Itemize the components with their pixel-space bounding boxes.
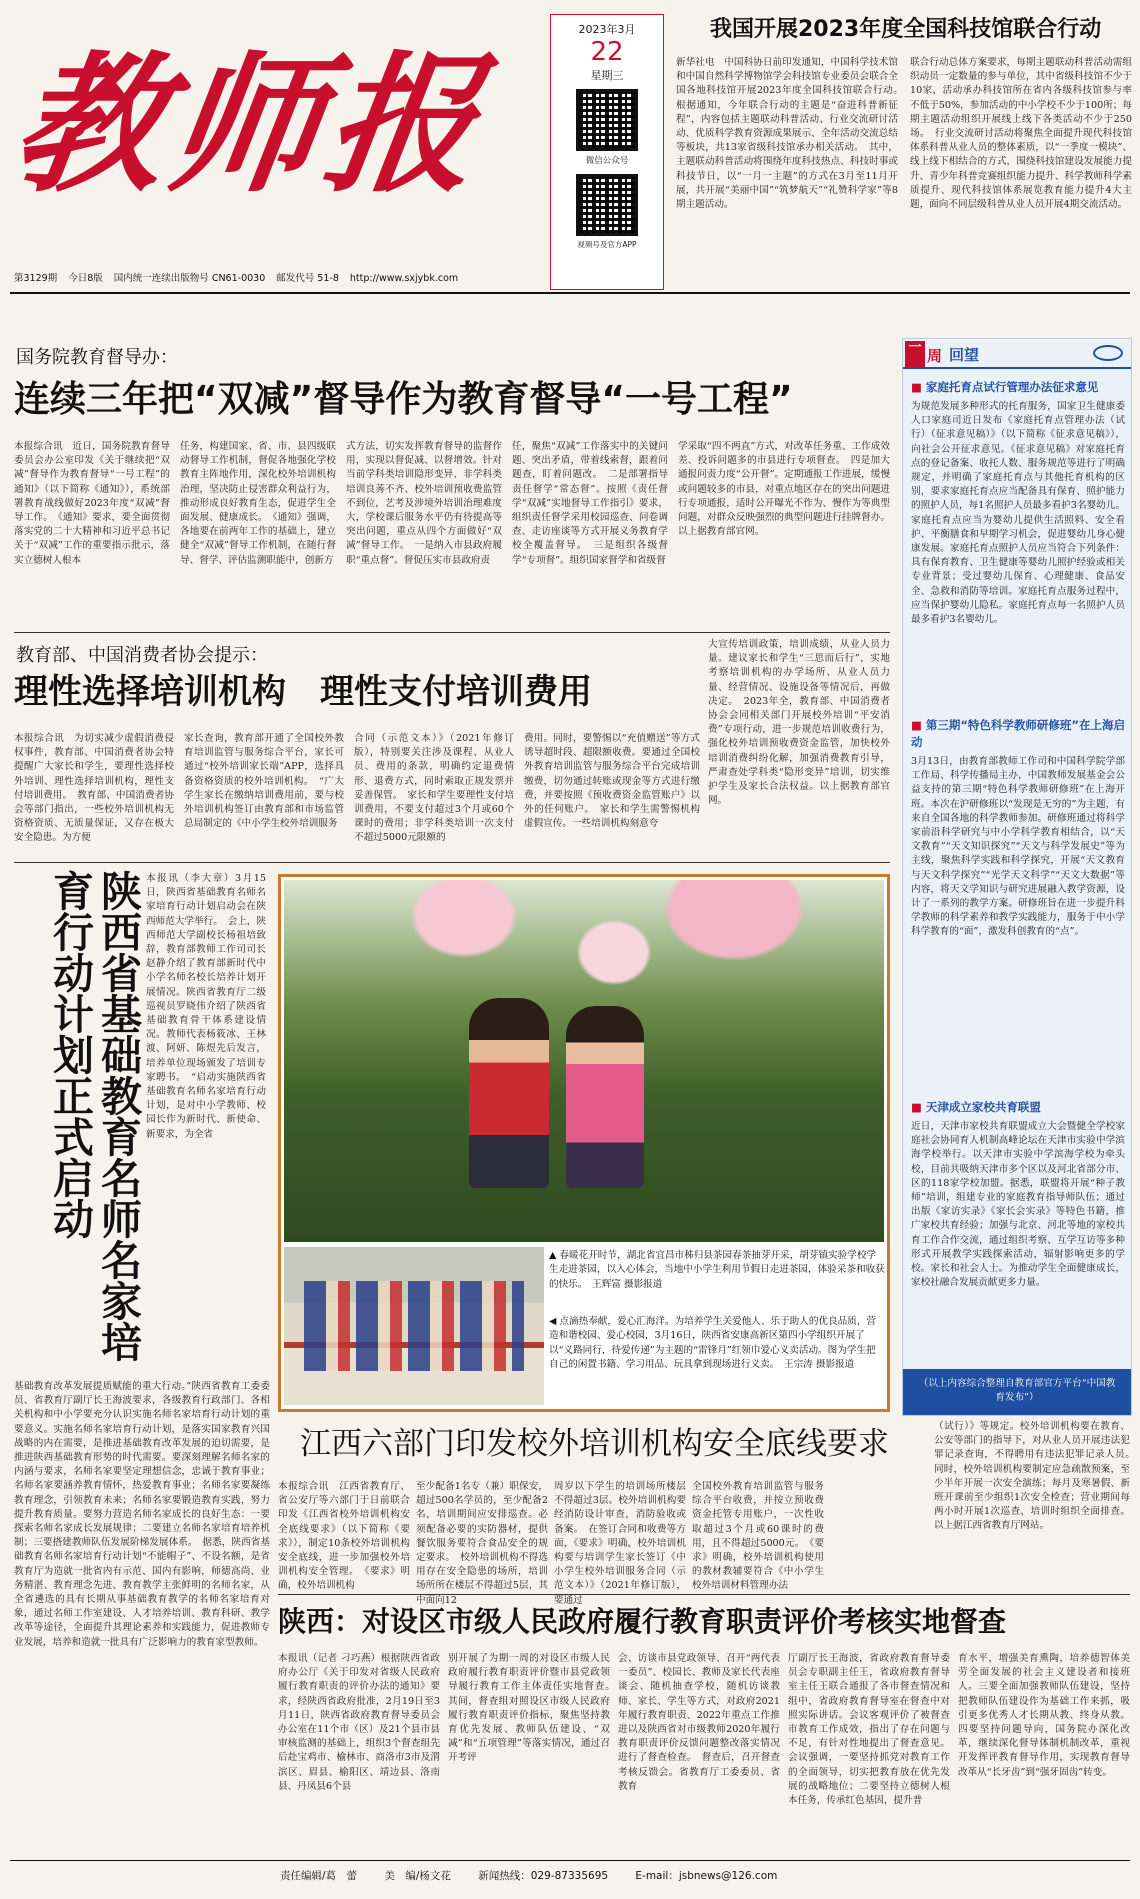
date-day: 22 [590,37,624,67]
story3-headline [14,870,142,1380]
story5-col1: 本报讯（记者 刁巧燕）根据陕西省政府办公厅《关于印发对省级人民政府履行教育职责的评价办法的通知》要求，经陕西省政府批准，2月19日至3月11日，陕西省政府教育督导委员会办公室在11个市（区）及21个县市县审核监测的基础上，组织3个督查组先后赴宝鸡市、榆林市、商洛市3市及渭滨区、眉县、榆阳区、靖边县、洛南县、丹凤县6个县 [278,1653,440,1792]
story2-col3: 合同（示范文本）》（2021年修订版），特别要关注涉及课程、从业人员、费用的条款，明确约定退费情形、退费方式，同时索取正规发票并妥善保管。 家长和学生要理性支付培训费用，不要支付超过3个月或60个课时的费用；非学科类培训一次支付不超过5000元限额的 [354,733,514,844]
story2-side-col: 大宣传培训政策，培训成绩，从业人员力量。建议家长和学生“三思而后行”，实地考察培训机构的办学场所、从业人员力量、经营情况、设施设备等情况后，再做决定。 2023年全，教育部、中国消费者协会会同相关部门开展校外培训“平安消费”专项行动，进一步规范培训收费行为，强化校外培训预收费资金监管，加快校外培训消费纠纷化解，加强消费教育引导，严肃查处学科类“隐形变异”培训，切实维护学生及家长合法权益。以上据教育部官网。 [708,639,890,807]
sidebar-item-body: 为规范发展多种形式的托育服务，国家卫生健康委人口家庭司近日发布《家庭托育点管理办法（试行）（征求意见稿）》（以下简称《征求意见稿》），向社会公开征求意见。《征求意见稿》对家庭托育点的登记备案、收托人数、服务规范等进行了明确规定，并明确了家庭托育点与其他托育机构的区别，要求家庭托育点应当配备具有保育、照护能力的照护人员，每1名照护人员最多看护3名婴幼儿。家庭托育点应当为婴幼儿提供生活照料、安全看护、平衡膳食和早期学习机会，促进婴幼儿身心健康发展。家庭托育点照护人员应当符合下列条件：具有保育教育、卫生健康等婴幼儿照护经验或相关专业背景；受过婴幼儿保育、心理健康、食品安全、急救和消防等培训。家庭托育点服务过程中，应当保护婴幼儿隐私。家庭托育点每一名照护人员最多看护3名婴幼儿。 [911,401,1125,626]
page-count: 今日8版 [68,273,103,284]
cn-number: 国内统一连续出版物号 CN61-0030 [113,273,266,284]
story4-headline: 江西六部门印发校外培训机构安全底线要求 [300,1426,889,1462]
story1-col5: 学采取“四不两直”方式，对改革任务重、工作成效差、投诉问题多的市县进行专项督查。 四是加大通报问责力度“公开督”。定期通报工作进展，缓慢或问题较多的市县，对重点地区存在的突出问题进行专项通报，适时公开曝光不作为、慢作为等典型问题，对群众反映强烈的典型问题进行挂牌督办。以上据教育部官网。 [678,441,890,538]
masthead-title: 教师报 [2,37,496,213]
story5-headline: 陕西：对设区市级人民政府履行教育职责评价考核实地督查 [278,1605,1007,1638]
qr2-label: 视频号及官方APP [577,240,637,249]
sidebar-header-badge-2: 周 [927,347,943,365]
charity-sale-photo [284,1247,544,1405]
issue-number: 第3129期 [14,273,58,284]
footer-hotline: 新闻热线：029-87335695 [478,1870,609,1882]
masthead-divider [10,292,1130,294]
top-story-headline: 我国开展2023年度全国科技馆联合行动 [710,17,1102,42]
date-month: 2023年3月 [578,23,636,36]
photo-caption-1: ▲ 春暖花开时节，湖北省宜昌市秭归县茶园春茶抽芽开采，胡芽镇实验学校学生走进茶园，以入心体会，当地中小学生利用节假日走进茶园，体验采茶和收获的快乐。 王辉富 摄影报道 [549,1250,885,1290]
story4-col3: 周岁以下学生的培训场所楼层不得超过3层。校外培训机构要经消防设计审查，消防验收或备案。 在签订合同和收费等方面，《要求》明确，校外培训机构要与培训学生家长签订《中小学生校外培训服务合同（示范文本）》（2021年修订版），要通过 [554,1481,686,1606]
sidebar-item [911,379,1125,692]
sidebar-header-badge: 一 [905,341,925,367]
story2-headline: 理性选择培训机构 理性支付培训费用 [14,672,592,712]
students-group [304,1281,524,1371]
story1-kicker: 国务院教育督导办： [16,347,178,368]
story1-divider [14,632,890,633]
story4-divider [278,1594,1130,1595]
app-qr-code[interactable] [576,174,638,236]
bullet-icon: ■ [911,380,926,394]
top-story-col1: 新华社电 中国科协日前印发通知，中国科学技术馆和中国自然科学博物馆学会科技馆专业委员会联合全国各地科技馆开展2023年度全国科技馆联合行动。 根据通知，今年联合行动的主题是“奋进科普新征程”，内容包括主题联动科普活动、行业交流研讨活动、优质科学教育资源成果展示、全年活动交流总结等板块，共13家省级科技馆承办相关活动。 其中，主题联动科普活动将围绕年度科技热点、科技时事或科技节日，以“一月一主题”的方式在3月至11月开展，共开展“美丽中国”“筑梦航天”“礼赞科学家”等8期主题活动。 [676,57,908,211]
story4-col1: 本报综合讯 江西省教育厅、省公安厅等六部门于日前联合印发《江西省校外培训机构安全底线要求》（以下简称《要求》），制定10条校外培训机构安全底线，进一步加强校外培训机构安全管理。 《要求》明确，校外培训机构 [278,1481,410,1592]
sidebar-item-title: 家庭托育点试行管理办法征求意见 [925,380,1099,394]
sidebar-item [911,1099,1125,1344]
sidebar-header-title: 回望 [949,346,980,364]
sidebar-item-title: 天津成立家校共育联盟 [925,1100,1041,1114]
weekday: 星期三 [590,69,624,82]
story4-col5: （试行）》等规定。校外培训机构要在教育、公安等部门的指导下，对从业人员开展违法犯罪记录查询，不得聘用有违法犯罪记录人员。 同时，校外培训机构要制定应急疏散预案，至少半年开展一次安全演练；每月及寒暑假、新班开课前至少组织1次安全检查；营业期间每两小时开展1次巡查，培训时组织全面排查。以上据江西省教育厅网站。 [934,1421,1140,1532]
sidebar-item-title: 第三期“特色科学教师研修班”在上海启动 [911,718,1125,749]
eye-icon [1093,345,1123,361]
story2-divider [14,862,890,863]
story5-col3: 会、访谈市县党政领导、召开“两代表一委员”、校园长、教师及家长代表座谈会、随机抽查学校，随机访谈教师、家长、学生等方式，对政府2021年履行教育职责、2022年重点工作推进以及陕西省对市级教师2020年履行教育职责评价反馈问题整改落实情况进行了督查检查。 督查后，召开督查考核反馈会。省教育厅工委委员、省教育 [618,1653,780,1792]
story4-col2: 至少配备1名专（兼）职保安，超过500名学员的，至少配备2名，培训期间应安排巡查。必须配备必要的实防器材，提供餐饮服务要符合食品安全的规定要求。 校外培训机构不得选用存在安全隐患的场所，培训场所所在楼层不得超过5层，其中面向12 [416,1481,548,1606]
story3-body: 基础教育改革发展提质赋能的重大行动。”陕西省教育工委委员、省教育厅副厅长王海波要求，各级教育行政部门、各相关机构和中小学要充分认识实施名师名家培育行动计划的重要意义。实施名师名家培育行动计划，是落实国家教育兴国战略的内在需要，是推进基础教育改革发展的迫切需要，是推进陕西基础教育形势的时代需要。要深刻理解名师名家的内涵与要求，名师名家要坚定理想信念，忠诚于教育事业；名师名家要涵养教育情怀，热爱教育事业；名师名家要凝练教育理念，引领教育未来；名师名家要锻造教育实践，努力提升教育质量。要努力营造名师名家成长的良好生态：一要探索名师名家成长发展规律；二要建立名师名家培育培养机制；三要搭建教师队伍发展阶梯发展体系。 据悉，陕西省基础教育名师名家培育行动计划“不能帽子”、不设名额，是省教育厅为造就一批省内有示范、国内有影响，师德高尚、业务精湛、教育理念先进、教育教学主张鲜明的名师名家，从全省遴选的具有长期从事基础教育教学的名师名家培育对象，通过名师工作室建设、人才培养培训、教育科研、教学改革等途径，全面提升其理论素养和实践能力，促进教师专业发展，培养和造就一批具有广泛影响力的教育家型教师。 [14,1381,270,1648]
footer-art-editor: 美 编/杨文花 [384,1870,451,1882]
story1-col3: 式方法，切实发挥教育督导的监督作用，实现以督促减、以督增效。针对当前学科类培训隐形变异、非学科类培训良莠不齐、校外培训预收费监管不到位，艺考及涉境外培训治理难度大，学校课后服务水平仍有待提高等突出问题，重点从四个方面做好“双减”督导工作。 一是纳入市县政府履职“重点督”。督促压实市县政府责 [346,441,502,566]
story2-col2: 家长查询，教育部开通了全国校外教育培训监管与服务综合平台，家长可通过“校外培训家长端”APP，选择具备资格资质的校外培训机构。 “广大学生家长在缴纳培训费用前，要与校外培训机构签订由教育部和市场监管总局制定的《中小学生校外培训服务 [184,733,344,830]
footer-editor: 责任编辑/葛 蕾 [280,1870,358,1882]
story1-col1: 本报综合讯 近日，国务院教育督导委员会办公室印发《关于继续把“双减”督导作为教育督导“一号工程”的通知》（以下简称《通知》），系统部署教育战线做好2023年度“双减”督导工作。 《通知》要求，要全面贯彻落实党的二十大精神和习近平总书记关于“双减”工作的重要指示批示，落实立德树人根本 [14,441,170,566]
story1-col2: 任务，构建国家、省、市、县四级联动督导工作机制，督促各地强化学校教育主阵地作用，深化校外培训机构治理，坚决防止侵害群众利益行为，推动形成良好教育生态，促进学生全面发展、健康成长。 《通知》强调，各地要在前两年工作的基础上，建立健全“双减”督导工作机制，在随行督导、督学、评估监测职能中，创新方 [180,441,336,566]
story1-headline: 连续三年把“双减”督导作为教育督导“一号工程” [14,379,793,420]
sidebar-footnote: （以上内容综合整理自教育部官方平台“中国教育发布”） [903,1369,1131,1415]
top-story-col2: 联合行动总体方案要求，每期主题联动科普活动需组织动员一定数量的参与单位，其中省级科技馆不少于10家，活动承办科技馆所在省内各级科技馆参与率不低于50%，参加活动的中小学校不少于100所；每期主题活动组织开展线上线下各类活动不少于250场。 行业交流研讨活动将聚焦全面提升现代科技馆体系科普从业人员的整体素质，以“一季度一模块”、线上线下相结合的方式，围绕科技馆建设发展能力提升、青少年科普竞赛组织能力提升、科学教师科学素质提升、现代科技馆体系展览教育能力提升4大主题，面向不同层级科普从业人员开展4期交流活动。 [910,57,1132,211]
sidebar-item-body: 近日，天津市家校共育联盟成立大会暨健全学校家庭社会协同育人机制高峰论坛在天津市实验中学滨海学校举行。以天津市实验中学滨海学校为牵头校，目前共吸纳天津市多个区以及河北省部分市、区的118家学校加盟。据悉，联盟将开展“种子教师”培训，组建专业的家庭教育指导师队伍；通过出版《家访实录》《家长会实录》等特色书籍，推广家校共育经验；加强与北京、河北等地的家校共育工作合作交流，通过组织考察、互学互访等多种形式开展教学实践探索活动，辐射影响更多的学校。家长和社会人士。为推动学生全面健康成长，家校社融合发展贡献更多力量。 [911,1121,1125,1289]
week-review-sidebar [902,338,1132,1416]
masthead [0,0,1140,288]
wechat-qr-code[interactable] [576,89,638,151]
date-box [550,14,664,290]
story5-col2: 别开展了为期一周的对设区市级人民政府履行教育职责评价暨市县党政领导履行教育工作主体责任实地督查。 其间，督查组对照设区市级人民政府履行教育职责评价指标，聚焦坚持教育优先发展、教师队伍建设、“双减”和“五项管理”等落实情况，通过召开考评 [448,1653,620,1764]
footer-divider [10,1860,1130,1861]
tea-garden-photo [284,880,884,1242]
story3-intro: 本报讯（李大章）3月15日，陕西省基础教育名师名家培育行动计划启动会在陕西师范大学举行。 会上，陕西师范大学副校长杨祖培致辞，教育部教师工作司司长赵静介绍了教育部新时代中小学名师名校长培养计划开展情况。陕西省教育厅二级巡视员罗晓伟介绍了陕西省基础教育骨干体系建设情况。教师代表杨筱冰、王林渡、阿妍、陈煜先后发言，培养单位现场颁发了培训专家聘书。 “启动实施陕西省基础教育名师名家培育行动计划，是对中小学教师、校园长作为新时代、新使命、新要求，为全省 [146,873,266,1140]
story1-col4: 任，聚焦“双减”工作落实中的关键问题、突出矛盾，带着线索督，跟着问题查，盯着问题改。 二是部署指导责任督学“常态督”。按照《责任督学“双减”实地督导工作指引》要求，组织责任督学采用校园巡查、问卷调查、走访座谈等方式开展义务教育学校全覆盖督导。 三是组织各级督学“专项督”。组织国家督学和省级督 [512,441,668,566]
footer-bar [280,1866,1130,1886]
story2-kicker: 教育部、中国消费者协会提示： [16,645,268,666]
story4-col4: 全国校外教育培训监管与服务综合平台收费，并按立预收费资金托管专用账户，一次性收取超过3个月或60课时的费用，且不得超过5000元。 《要求》明确，校外培训机构使用的教材教辅要符合《中小学生校外培训材料管理办法 [692,1481,824,1592]
story5-col4: 厅副厅长王海波，省政府教育督导委员会专职副主任王，省政府教育督导室主任王联合通报了各市督查情况和组中，省政府教育督导室在督查中对照实际讲话。会议客观评价了被督查市教育工作成效，指出了存在问题与不足，有针对性地提出了督查意见。会议强调，一要坚持抓党对教育工作的全面领导，切实把教育放在优先发展的战略地位；二要坚持立德树人根本任务，传承红色基因，提升普 [788,1653,950,1807]
bullet-icon: ■ [911,1100,926,1114]
story2-col1: 本报综合讯 为切实减少虚假消费侵权事件，教育部、中国消费者协会特提醒广大家长和学生，要理性选择校外培训、理性选择培训机构，理性支付培训费用。 教育部、中国消费者协会等部门指出，一些校外培训机构无资格资质、无质量保证，又存在极大安全隐患。为方便 [14,733,174,844]
story3-headline-text: 陕西省基础教育名师名家培育行动计划正式启动 [46,870,142,1362]
child-pink-jacket [566,1006,644,1188]
masthead-info-bar [14,272,536,286]
sidebar-header [903,339,1131,369]
story2-col4: 费用。同时，要警惕以“充值赠送”等方式诱导超时段、超限额收费。要通过全国校外教育培训监管与服务综合平台完成培训缴费，切勿通过转账或现金等方式进行缴费，并要按照《预收费资金监管账户》以外的任何账户。 家长和学生需警惕机构虚假宣传。一些培训机构刻意夸 [524,733,700,830]
photo-frame [278,874,890,1412]
child-red-jacket [469,998,549,1188]
qr1-label: 微信公众号 [585,156,629,166]
photo-caption-2: ◀ 点滴热奉献，爱心汇海洋。为培养学生关爱他人、乐于助人的优良品质，营造和谐校园、爱心校园，3月16日，陕西省安康高新区第四小学组织开展了以“义路同行，待爱传递”为主题的“雷锋月”红领巾爱心义卖活动。图为学生把自己的闲置书籍、学习用品、玩具拿到现场进行义卖。 王宗涛 摄影报道 [549,1316,877,1371]
bullet-icon: ■ [911,718,926,732]
story5-col5: 育水平，增强美育熏陶，培养德智体美劳全面发展的社会主义建设者和接班人。三要全面加强教师队伍建设，坚持把教师队伍建设作为基础工作来抓，吸引更多优秀人才长期从教、终身从教。四要坚持问题导向，国务院办深化改革，继续深化督导体制机制改革，重视开发挥评教育督导作用，实现教育督导改革从“长牙齿”到“强牙固齿”转变。 [958,1653,1130,1778]
website-link[interactable]: http://www.sxjybk.com [349,273,459,284]
sidebar-item [911,717,1125,1095]
footer-email[interactable]: E-mail：jsbnews@126.com [635,1870,778,1882]
post-code: 邮发代号 51-8 [276,273,339,284]
sidebar-item-body: 3月13日，由教育部教师工作司和中国科学院学部工作局、科学传播局主办，中国教师发展基金会公益支持的第三期“特色科学教师研修班”在上海开班。本次在沪研修班以“发现是无穷的”为主题，有来自全国各地的科学教师参加。研修班通过将科学家前沿科学研究与中小学科学教育相结合，以“天文教育”“天文知识探究”“天文与科学发展史”等为主线，聚焦科学实践和科学探究，开展“天文教育与天文科学探究”“光学天文科学”“天文大数据”等内容，将天文学知识与研究进展融入教学资源，设计了一系列的教学方案。研修班旨在进一步提升科学教师的科学素养和教学实践能力，服务于中小学科学教育的“面”，激发科创教育的“点”。 [911,756,1125,938]
